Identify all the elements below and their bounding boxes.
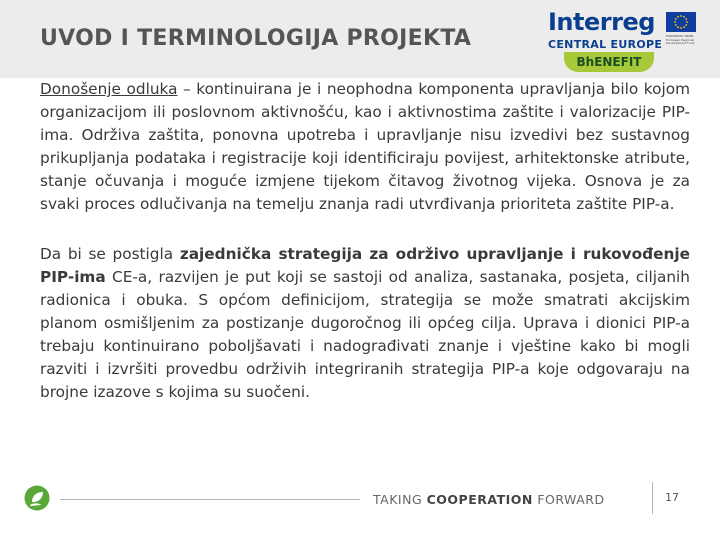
term-donosenje: Donošenje <box>40 80 121 98</box>
paragraph-text: – kontinuirana je i neophodna komponenta upravljanja bilo kojom organizacijom ili poslovnom aktivnošću, kao i aktivnostima zaštite i valorizacije PIP-ima. Održiva zaštita, ponovna upotreba i upravljanje nisu izvedivi bez sustavnog prikupljanja podataka i registracije koji identificiraju povijest, arhitektonske atribute, stanje očuvanja i moguće izmjene tijekom čitavog životnog vijeka. Osnova je za svaki proces odlučivanja na temelju znanja radi utvrđivanja prioriteta zaštite PIP-a. <box>40 80 690 213</box>
page-number-divider <box>652 482 653 514</box>
logo-project-name: BhENEFIT <box>564 52 654 72</box>
leaf-hand-icon <box>24 485 50 511</box>
term-odluka: odluka <box>126 80 178 98</box>
paragraph-decision-making <box>40 78 690 215</box>
interreg-logo <box>548 8 698 74</box>
footer-divider <box>60 499 360 500</box>
tagline-part-b: COOPERATION <box>426 492 533 507</box>
paragraph-lead: Da bi se postigla <box>40 245 180 264</box>
footer-tagline <box>373 492 605 507</box>
slide-body <box>40 78 690 404</box>
header-bar <box>0 0 720 78</box>
page-title: UVOD I TERMINOLOGIJA PROJEKTA <box>40 26 472 51</box>
logo-program-name: Interreg <box>548 8 655 36</box>
strategy-highlight: zajednička strategija za održivo upravljanje i rukovođenje PIP-ima <box>40 245 690 287</box>
eu-caption: EUROPEAN UNION European Regional Development Fund <box>666 34 695 45</box>
tagline-part-c: FORWARD <box>532 492 605 507</box>
logo-region: CENTRAL EUROPE <box>548 38 663 51</box>
paragraph-text: CE-a, razvijen je put koji se sastoji od analiza, sastanaka, posjeta, ciljanih radionica i obuka. S općom definicijom, strategija se može smatrati akcijskim planom osmišljenim za postizanje dugoročnog ili općeg cilja. Uprava i dionici PIP-a trebaju kontinuirano poboljšavati i nadograđivati znanje i vještine kako bi mogli razviti i izvršiti provedbu održivih integriranih strategija PIP-a koje odgovaraju na brojne izazove s kojima su suočeni. <box>40 268 690 401</box>
tagline-part-a: TAKING <box>373 492 427 507</box>
eu-flag-icon <box>666 12 696 32</box>
page-number: 17 <box>665 491 679 504</box>
paragraph-strategy <box>40 243 690 403</box>
